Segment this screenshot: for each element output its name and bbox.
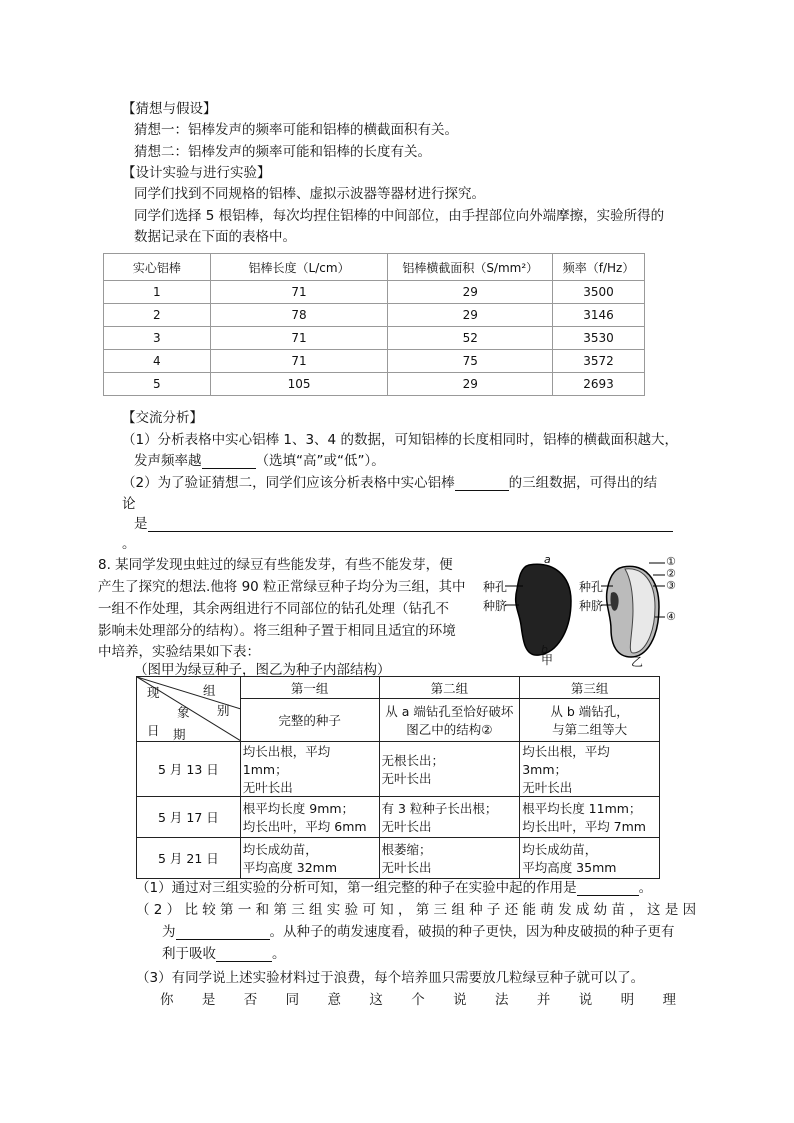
group-header: 第一组	[240, 677, 379, 699]
table-row	[137, 797, 660, 838]
q8-line-4: 影响未处理部分的结构）。将三组种子置于相同且适宜的环境	[98, 623, 456, 639]
result-line: 根平均长度 11mm；	[522, 801, 642, 816]
table-cell: 71	[210, 350, 388, 373]
answer-blank[interactable]	[176, 925, 270, 940]
result-cell	[240, 797, 379, 838]
q3b-char: 是	[201, 992, 216, 1008]
date-cell: 5 月 17 日	[137, 797, 241, 838]
analysis-q2a-pre: （2）为了验证猜想二，同学们应该分析表格中实心铝棒	[122, 475, 455, 491]
label-b: b	[541, 643, 548, 656]
q3b-char: 同	[285, 992, 300, 1008]
q3b-char: 你	[160, 992, 174, 1008]
answer-blank[interactable]	[455, 476, 509, 491]
table-cell: 2693	[553, 373, 645, 396]
table-row	[104, 373, 645, 396]
corner-xiang: 象	[177, 705, 190, 720]
q8-line-5: 中培养，实验结果如下表：	[98, 644, 260, 660]
q3b-char: 个	[411, 992, 425, 1008]
answer-blank[interactable]	[148, 517, 673, 532]
q8-line-1: 8. 某同学发现虫蛀过的绿豆有些能发芽，有些不能发芽，便	[98, 557, 453, 573]
table-cell: 105	[210, 373, 388, 396]
label-structure-1: ①	[666, 555, 676, 568]
analysis-q2a-post: 的三组数据，可得出的结	[508, 475, 658, 491]
label-zhongqi-b: 种脐	[579, 599, 604, 613]
table-row	[137, 742, 660, 797]
analysis-q2b: 论	[122, 496, 136, 512]
analysis-q1b	[134, 449, 385, 469]
question-2b-post: 。从种子的萌发速度看，破损的种子更快，因为种皮破损的种子更有	[269, 924, 675, 940]
q3b-char: 理	[662, 992, 676, 1008]
table-header: 铝棒横截面积（S/mm²）	[388, 254, 553, 281]
label-a: a	[544, 553, 551, 566]
aluminum-rod-table	[103, 253, 645, 396]
design-p2b: 数据记录在下面的表格中。	[134, 229, 296, 245]
treat2-line1: 从 a 端钻孔至恰好破坏	[385, 704, 514, 720]
result-line: 平均高度 32mm	[242, 860, 337, 875]
result-line: 均长出叶，平均 7mm	[522, 819, 646, 834]
analysis-q1b-pre: 发声频率越	[134, 453, 202, 469]
date-cell: 5 月 13 日	[137, 742, 241, 797]
table-cell: 3146	[553, 304, 645, 327]
result-line: 均长成幼苗，	[242, 842, 318, 857]
label-structure-2: ②	[666, 567, 676, 580]
label-jia: 甲	[541, 653, 554, 667]
table-header-row	[104, 254, 645, 281]
table-cell: 29	[388, 304, 553, 327]
table-cell: 1	[104, 281, 211, 304]
table-row	[104, 281, 645, 304]
table-cell: 3	[104, 327, 211, 350]
label-structure-3: ③	[666, 579, 676, 592]
analysis-q1b-post: （选填“高”或“低”）。	[255, 453, 385, 469]
result-cell	[379, 742, 520, 797]
treat3-line2: 与第二组等大	[552, 722, 628, 738]
result-line: 无根长出；	[381, 753, 445, 768]
result-cell	[240, 742, 379, 797]
question-2c	[162, 942, 286, 962]
q3b-char: 法	[495, 992, 509, 1008]
analysis-heading: 【交流分析】	[122, 410, 203, 426]
q8-line-3: 一组不作处理，其余两组进行不同部位的钻孔处理（钻孔不	[98, 601, 449, 617]
question-2c-post: 。	[272, 946, 286, 962]
treat3-line1: 从 b 端钻孔，	[550, 704, 629, 720]
design-heading: 【设计实验与进行实验】	[122, 165, 271, 181]
q3b-char: 并	[536, 992, 551, 1008]
table-cell: 71	[210, 281, 388, 304]
date-cell: 5 月 21 日	[137, 838, 241, 879]
table-cell: 78	[210, 304, 388, 327]
hypothesis-1: 猜想一：铝棒发声的频率可能和铝棒的横截面积有关。	[134, 122, 458, 138]
label-zhongkong-b: 种孔	[579, 580, 604, 594]
result-cell	[379, 797, 520, 838]
answer-blank[interactable]	[202, 454, 256, 469]
q3b-char: 说	[453, 992, 467, 1008]
question-1-pre: （1）通过对三组实验的分析可知，第一组完整的种子在实验中起的作用是	[136, 880, 577, 896]
q8-line-2: 产生了探究的想法.他将 90 粒正常绿豆种子均分为三组，其中	[98, 579, 466, 595]
q3b-char: 这	[369, 992, 383, 1008]
table-cell: 4	[104, 350, 211, 373]
label-structure-4: ④	[666, 610, 676, 623]
analysis-q2c-label: 是	[134, 516, 148, 532]
result-cell	[520, 838, 660, 879]
question-1	[136, 876, 652, 896]
table-row	[104, 327, 645, 350]
table-row	[137, 838, 660, 879]
design-p1: 同学们找到不同规格的铝棒、虚拟示波器等器材进行探究。	[134, 186, 485, 202]
result-cell	[240, 838, 379, 879]
treatment-cell: 完整的种子	[240, 699, 379, 742]
label-yi: 乙	[631, 655, 644, 669]
table-cell: 29	[388, 281, 553, 304]
hypothesis-heading: 【猜想与假设】	[122, 101, 217, 117]
treat2-line2: 图乙中的结构②	[406, 722, 493, 738]
hypothesis-2: 猜想二：铝棒发声的频率可能和铝棒的长度有关。	[134, 144, 431, 160]
q3b-char: 说	[578, 992, 593, 1008]
table-header: 铝棒长度（L/cm）	[210, 254, 388, 281]
label-zhongkong-a: 种孔	[483, 580, 508, 594]
question-2c-pre: 利于吸收	[162, 946, 216, 962]
corner-zu: 组	[203, 683, 216, 698]
label-zhongqi-a: 种脐	[483, 599, 508, 613]
table-header-row	[137, 677, 660, 699]
table-cell: 71	[210, 327, 388, 350]
result-line: 有 3 粒种子长出根；	[381, 801, 498, 816]
question-2b-pre: 为	[162, 924, 176, 940]
result-cell	[379, 838, 520, 879]
q3b-char: 否	[243, 992, 258, 1008]
seed-figure	[483, 553, 683, 668]
table-cell: 3530	[553, 327, 645, 350]
design-p2a: 同学们选择 5 根铝棒，每次均捏住铝棒的中间部位，由手捏部位向外端摩擦，实验所得的	[134, 208, 665, 224]
question-2b	[162, 920, 675, 940]
group-header: 第二组	[379, 677, 520, 699]
corner-ri: 日	[147, 723, 160, 738]
table-cell: 52	[388, 327, 553, 350]
q3b-char: 明	[620, 992, 635, 1008]
corner-xian: 现	[147, 685, 160, 700]
analysis-q2d: 。	[122, 536, 136, 552]
result-line: 无叶长出	[242, 780, 293, 795]
question-3b	[160, 988, 676, 1008]
result-line: 无叶长出	[381, 819, 432, 834]
treatment-cell	[379, 699, 520, 742]
result-line: 均长出根，平均 3mm；	[522, 744, 610, 777]
result-line: 均长成幼苗，	[522, 842, 598, 857]
group-header: 第三组	[520, 677, 660, 699]
analysis-q2a	[122, 471, 657, 491]
table-row	[104, 350, 645, 373]
question-3: （3）有同学说上述实验材料过于浪费，每个培养皿只需要放几粒绿豆种子就可以了。	[136, 970, 645, 986]
table-cell: 75	[388, 350, 553, 373]
analysis-q1a: （1）分析表格中实心铝棒 1、3、4 的数据，可知铝棒的长度相同时，铝棒的横截面积越大，	[122, 432, 678, 448]
germination-table	[136, 676, 660, 879]
question-1-post: 。	[638, 880, 653, 896]
table-header: 实心铝棒	[104, 254, 211, 281]
figure-caption: （图甲为绿豆种子，图乙为种子内部结构）	[134, 662, 391, 678]
result-line: 无叶长出	[381, 860, 432, 875]
corner-qi: 期	[173, 727, 186, 742]
q3b-char: 意	[327, 992, 341, 1008]
table-cell: 5	[104, 373, 211, 396]
result-line: 无叶长出	[522, 780, 573, 795]
table-row	[104, 304, 645, 327]
result-line: 无叶长出	[381, 771, 432, 786]
answer-blank[interactable]	[577, 881, 639, 896]
result-line: 均长出根，平均 1mm；	[242, 744, 331, 777]
table-cell: 2	[104, 304, 211, 327]
table-corner-cell	[137, 677, 241, 742]
table-cell: 3572	[553, 350, 645, 373]
answer-blank[interactable]	[216, 947, 272, 962]
corner-bie: 别	[217, 703, 230, 718]
result-line: 根萎缩；	[381, 842, 432, 857]
table-cell: 29	[388, 373, 553, 396]
analysis-q2c	[134, 512, 673, 532]
result-cell	[520, 797, 660, 838]
result-line: 均长出叶，平均 6mm	[242, 819, 367, 834]
treatment-cell	[520, 699, 660, 742]
result-line: 根平均长度 9mm；	[242, 801, 355, 816]
result-cell	[520, 742, 660, 797]
result-line: 平均高度 35mm	[522, 860, 617, 875]
table-cell: 3500	[553, 281, 645, 304]
table-header: 频率（f/Hz）	[553, 254, 645, 281]
question-2a: （ 2 ） 比 较 第 一 和 第 三 组 实 验 可 知 ， 第 三 组 种 子 还 能 萌 发 成 幼 苗 ， 这 是 因	[136, 902, 697, 918]
